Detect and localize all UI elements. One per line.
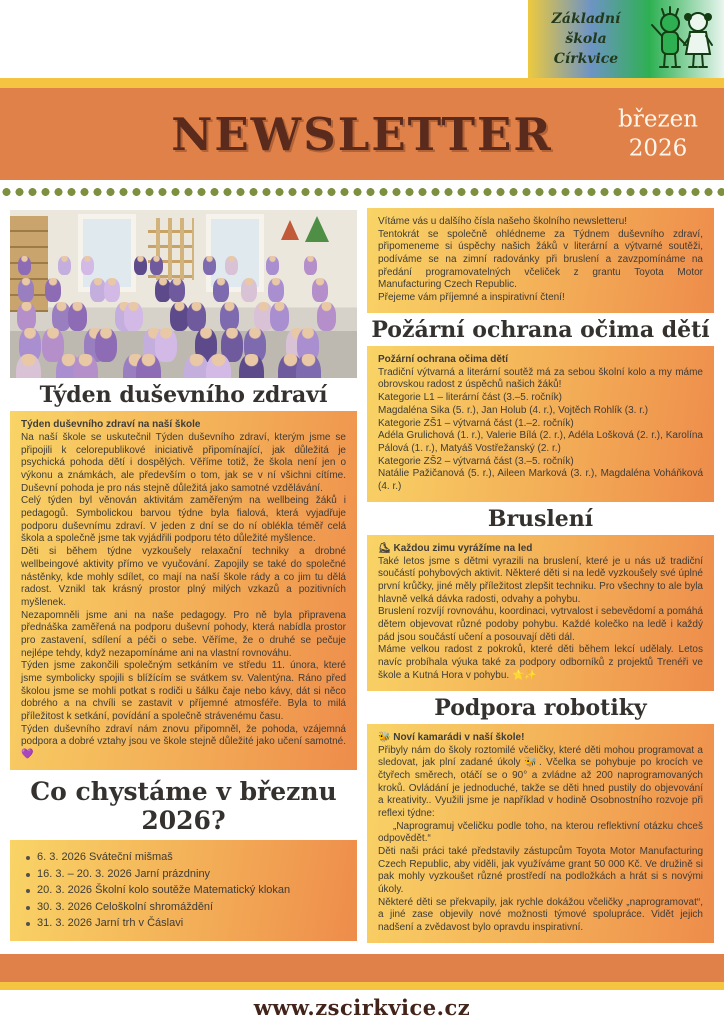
box-paragraphs xyxy=(21,432,346,762)
section-heading-upcoming: Co chystáme v březnu 2026? xyxy=(30,776,337,835)
paragraph: Magdaléna Sika (5. r.), Jan Holub (4. r.), Vojtěch Rohlík (3. r.) xyxy=(378,404,649,416)
photo-child-figure xyxy=(155,328,177,362)
event-item: 16. 3. – 20. 3. 2026 Jarní prázdniny xyxy=(37,867,346,882)
photo-child-figure xyxy=(187,302,206,331)
photo-child-figure xyxy=(58,256,71,275)
event-item: 6. 3. 2026 Sváteční mišmaš xyxy=(37,850,346,865)
event-item: 30. 3. 2026 Celoškolní shromáždění xyxy=(37,900,346,915)
section-box-skating xyxy=(367,535,714,691)
dots-pattern xyxy=(0,188,724,196)
photo-child-figure xyxy=(150,256,163,275)
logo-line: škola xyxy=(565,30,607,47)
paragraph: Také letos jsme s dětmi vyrazili na bruslení, které je u nás už tradiční součástí pohybových aktivit. Některé děti si na ledě vyzkoušely své úplné první krůčky, jiné měly příležitost zlepšit techniku. Pro všechny to ale byla hlavně velká dávka radosti, odvahy a pohybu. xyxy=(378,555,703,605)
orange-bar-bottom xyxy=(0,954,724,982)
photo-child-figure xyxy=(317,302,336,331)
paragraph: Tradiční výtvarná a literární soutěž má za sebou školní kolo a my máme obrovskou radost z úspěchů našich žáků! xyxy=(378,366,703,391)
photo-children-crowd xyxy=(10,210,357,378)
paragraph: Kategorie ZŠ2 – výtvarná část (3.–5. ročník) xyxy=(378,455,574,467)
section-box-mental-health xyxy=(10,411,357,770)
photo-child-figure xyxy=(18,256,31,275)
photo-child-figure xyxy=(203,256,216,275)
paragraph: Adéla Grulichová (1. r.), Valerie Bílá (2. r.), Adéla Lošková (2. r.), Karolína Pálová (1. r.), Matyáš Vostřežanský (2. r.) xyxy=(378,430,703,454)
box-paragraphs xyxy=(378,745,703,935)
paragraph: Týden duševního zdraví nám znovu připomněl, že pohoda, vzájemná podpora a dobré vztahy jsou ve škole stejně důležité jako učení samotné. 💜 xyxy=(21,723,346,761)
title-banner xyxy=(0,88,724,180)
page-footer xyxy=(0,954,724,1024)
dots-divider xyxy=(0,180,724,204)
event-item: 31. 3. 2026 Jarní trh v Čáslavi xyxy=(37,916,346,931)
photo-child-figure xyxy=(206,354,231,378)
newsletter-title: NEWSLETTER xyxy=(171,107,553,161)
school-logo-text xyxy=(528,9,638,70)
photo-child-figure xyxy=(170,302,189,331)
paragraph: „Naprogramuj včeličku podle toho, na kterou reflektivní otázku chceš odpovědět.“ xyxy=(378,820,703,845)
section-heading-robotics: Podpora robotiky xyxy=(434,694,647,721)
event-item: 20. 3. 2026 Školní kolo soutěže Matematický klokan xyxy=(37,883,346,898)
paragraph: Děti naši práci také představily zástupcům Toyota Motor Manufacturing Czech Republic, aby viděli, jak využíváme grant 50 000 Kč. Ve družině si pak mohly vyzkoušet různé prostředí na podložkách a hrát si s novými úkoly. xyxy=(378,846,703,896)
paragraph: Celý týden byl věnován aktivitám zaměřeným na wellbeing žáků i pedagogů. Symbolickou barvou týdne byla fialová, která vyjadřuje podporu duševnímu zdraví. V jeden z dní se do ní oblékla téměř celá škola a společně jsme tak vyjádřili podporu této důležité myšlence. xyxy=(21,495,346,545)
paragraph: Natálie Pažičanová (5. r.), Aileen Marková (3. r.), Magdaléna Voháňková (4. r.) xyxy=(378,468,703,492)
paragraph: Máme velkou radost z pokroků, které děti během lekcí udělaly. Letos navíc probíhala výuka také za podpory odborníků z projektů Trenéři ve škole a Kutná Hora v pohybu. ⭐✨ xyxy=(378,644,703,681)
section-heading-fire-safety: Požární ochrana očima dětí xyxy=(371,316,710,343)
paragraph: Přejeme vám příjemné a inspirativní čtení! xyxy=(378,292,565,304)
paragraph: Kategorie ZŠ1 – výtvarná část (1.–2. ročník) xyxy=(378,417,574,429)
yellow-stripe-top xyxy=(0,78,724,88)
upcoming-events-list xyxy=(21,850,346,931)
photo-child-figure xyxy=(312,278,328,302)
paragraph: Děti si během týdne vyzkoušely relaxační techniky a drobné wellbeingové aktivity přímo ve vyučování. Zapojily se také do společné nástěnky, kde mohly sdílet, co mají na naší škole rády a co jim tu dělá radost. Vznikl tak krásný prostor plný milých vzkazů a pozitivních myšlenek. xyxy=(21,546,346,608)
issue-month: březen xyxy=(618,106,698,133)
section-box-upcoming xyxy=(10,840,357,941)
photo-child-figure xyxy=(68,302,87,331)
right-column xyxy=(367,208,714,958)
photo-child-figure xyxy=(95,328,117,362)
photo-child-figure xyxy=(124,302,143,331)
section-box-robotics xyxy=(367,724,714,943)
section-heading-mental-health: Týden duševního zdraví xyxy=(39,382,328,408)
left-column xyxy=(10,208,357,958)
photo-child-figure xyxy=(304,256,317,275)
photo-child-figure xyxy=(225,256,238,275)
logo-children-icon xyxy=(638,3,724,75)
box-title: Požární ochrana očima dětí xyxy=(378,354,509,366)
photo-child-figure xyxy=(266,256,279,275)
section-box-fire-safety xyxy=(367,346,714,502)
issue-date xyxy=(618,105,698,163)
photo-child-figure xyxy=(270,302,289,331)
box-title: ⛸ Každou zimu vyrážíme na led xyxy=(378,542,533,554)
paragraph: Přibyly nám do školy roztomilé včeličky, které děti mohou programovat a sledovat, jak plní zadané úkoly 🐝. Včelka se pohybuje po krocích ve čtyřech směrech, otáčí se o 90° a zvládne až 200 naprogramovaných kroků. Ovládání je jednoduché, takže se děti hned pustily do objevování a kreativity.. Využili jsme je například v hodině Osobnostního rozvoje při reflexi týdne: xyxy=(378,744,703,819)
photo-child-figure xyxy=(104,278,120,302)
box-paragraphs xyxy=(378,556,703,683)
photo-child-figure xyxy=(17,302,36,331)
section-heading-skating: Bruslení xyxy=(487,505,594,532)
photo-child-figure xyxy=(18,278,34,302)
paragraph: Týden jsme zakončili společným setkáním ve středu 11. února, které jsme symbolicky spojili s blížícím se svátkem sv. Valentýna. Ráno před školou jsme se mohli potkat s rodiči u šálku čaje nebo kávy, dát si něco dobrého a na chvíli se zastavit v příjemné atmosféře. Byla to milá příležitost k setkání, povídání a společně strávenému času. xyxy=(21,660,346,723)
paragraph: Bruslení rozvíjí rovnováhu, koordinaci, vytrvalost i sebevědomí a pomáhá dětem objevovat různé podoby pohybu. Každé kolečko na ledě i každý pád jsou součástí učení a posouvají děti dál. xyxy=(378,606,703,643)
yellow-stripe-bottom xyxy=(0,982,724,990)
photo-child-figure xyxy=(136,354,161,378)
paragraph: Tentokrát se společně ohlédneme za Týdnem duševního zdraví, připomeneme si úspěchy našich žáků v literární a výtvarné soutěži, podíváme se na zimní radovánky při bruslení a zavzpomínáme na předání programovatelných včeliček z grantu Toyota Motor Manufacturing Czech Republic. xyxy=(378,228,703,291)
photo-child-figure xyxy=(169,278,185,302)
photo-child-figure xyxy=(81,256,94,275)
issue-year: 2026 xyxy=(628,135,688,161)
photo-child-figure xyxy=(268,278,284,302)
photo-child-figure xyxy=(296,354,321,378)
photo-child-figure xyxy=(134,256,147,275)
logo-line: Základní xyxy=(551,10,621,27)
content-columns xyxy=(0,204,724,958)
intro-box xyxy=(367,208,714,313)
photo-child-figure xyxy=(213,278,229,302)
photo-child-figure xyxy=(241,278,257,302)
paragraph: Nezapomněli jsme ani na naše pedagogy. Pro ně byla připravena přednáška zaměřená na podporu duševní pohody, která nabídla prostor pro zastavení, sdílení a péči o sebe. Věříme, že o druhé se pečuje nejlépe tehdy, když nezapomínáme ani na vlastní rovnováhu. xyxy=(21,609,346,659)
box-title: 🐝 Noví kamarádi v naší škole! xyxy=(378,731,525,743)
photo-child-figure xyxy=(220,302,239,331)
paragraph: Některé děti se překvapily, jak rychle dokážou včeličky „naprogramovat“, a jiné zase objevily nové možnosti týmové spolupráce. Vidět jejich nadšení a zvědavost bylo opravdu inspirativní. xyxy=(378,896,703,934)
paragraph: Vítáme vás u dalšího čísla našeho školního newsletteru! xyxy=(378,216,628,227)
photo-child-figure xyxy=(73,354,98,378)
logo-line: Církvice xyxy=(553,51,619,68)
website-url[interactable]: www.zscirkvice.cz xyxy=(0,990,724,1024)
page-header xyxy=(0,0,724,78)
box-title: Týden duševního zdraví na naší škole xyxy=(21,419,201,431)
box-paragraphs xyxy=(378,367,703,494)
intro-paragraphs xyxy=(378,216,703,305)
group-photo xyxy=(10,210,357,378)
paragraph: Kategorie L1 – literární část (3.–5. ročník) xyxy=(378,392,562,404)
paragraph: Na naší škole se uskutečnil Týden duševního zdraví, kterým jsme se připojili k celorepublikové iniciativě připomínající, jak důležitá je psychická pohoda dětí i dospělých. Věříme totiž, že škola není jen o výkonu a známkách, ale především o tom, jak se v ní všichni cítíme. Duševní pohoda je pro nás stejně důležitá jako samotné vzdělávání. xyxy=(21,431,346,494)
photo-child-figure xyxy=(45,278,61,302)
school-logo xyxy=(528,0,724,78)
